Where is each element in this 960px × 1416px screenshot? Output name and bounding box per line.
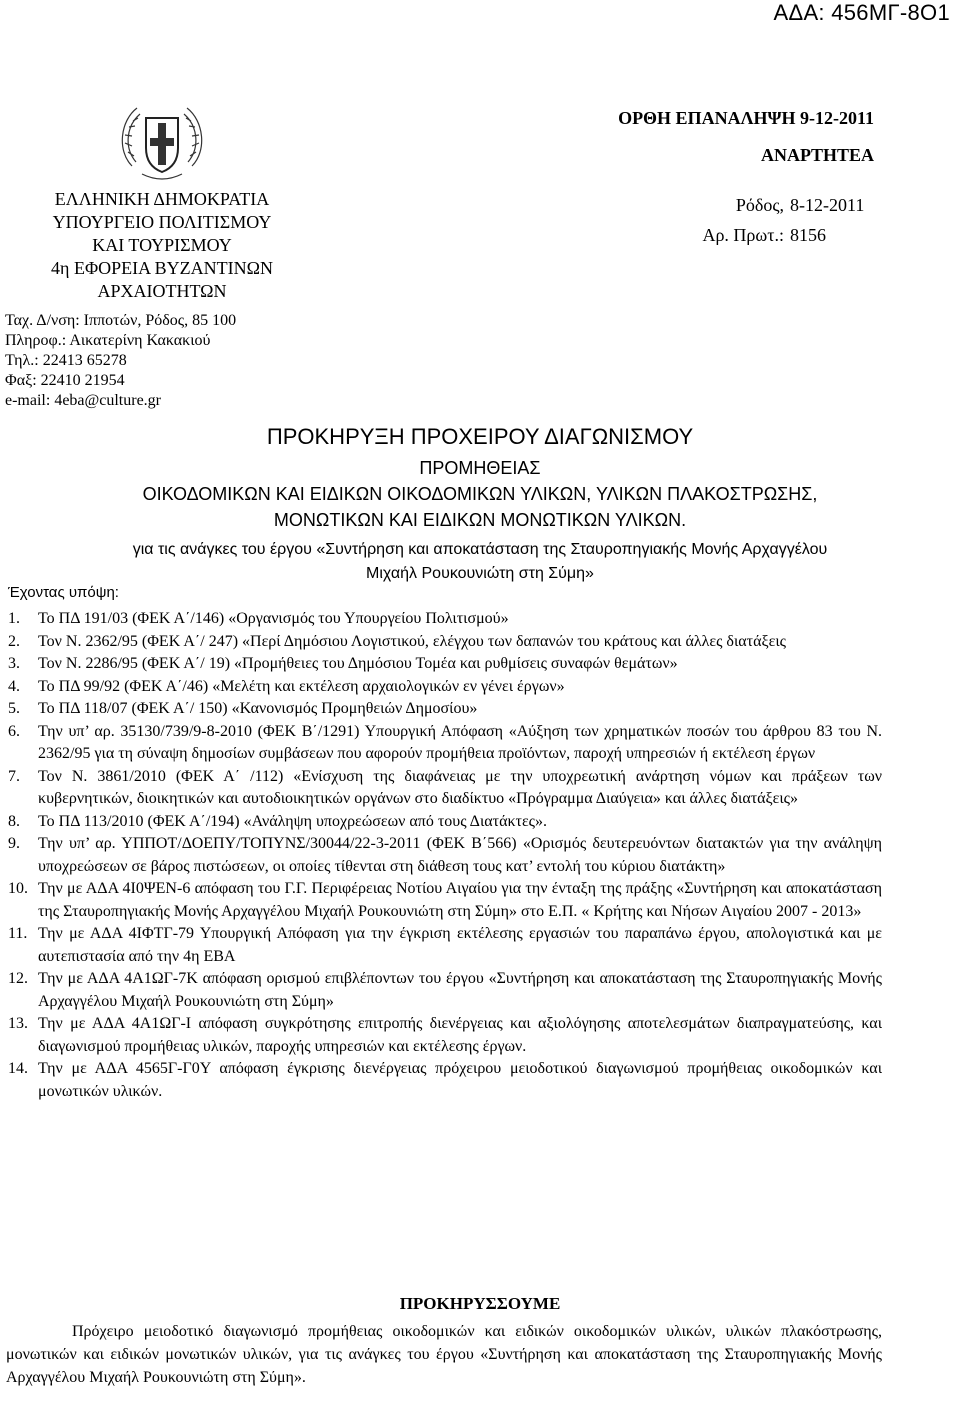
list-item <box>8 923 882 968</box>
purpose-line: για τις ανάγκες του έργου «Συντήρηση και αποκατάσταση της Σταυροπηγιακής Μονής Αρχαγγέλου <box>132 541 828 558</box>
document-status <box>618 100 874 174</box>
list-item <box>8 608 882 631</box>
correction-notice: ΟΡΘΗ ΕΠΑΝΑΛΗΨΗ 9-12-2011 <box>618 108 874 128</box>
item-text: Το ΠΔ 99/92 (ΦΕΚ Α΄/46) «Μελέτη και εκτέλεση αρχαιολογικών εν γένει έργων» <box>38 677 565 695</box>
place-label: Ρόδος, <box>735 195 784 215</box>
list-item <box>8 653 882 676</box>
contact-address: Ταχ. Δ/νση: Ιπποτών, Ρόδος, 85 100 <box>5 312 237 329</box>
greek-coat-of-arms-icon <box>112 96 212 186</box>
item-number: 5. <box>8 700 20 717</box>
list-item <box>8 1058 882 1103</box>
item-text: Το ΠΔ 113/2010 (ΦΕΚ Α΄/194) «Ανάληψη υποχρεώσεων από τους Διατάκτες». <box>38 812 548 830</box>
subtitle-line: ΟΙΚΟΔΟΜΙΚΩΝ ΚΑΙ ΕΙΔΙΚΩΝ ΟΙΚΟΔΟΜΙΚΩΝ ΥΛΙΚΩΝ, ΥΛΙΚΩΝ ΠΛΑΚΟΣΤΡΩΣΗΣ, <box>142 484 818 504</box>
list-item <box>8 766 882 811</box>
item-number: 4. <box>8 677 20 695</box>
list-item <box>8 811 882 834</box>
item-number: 13. <box>8 1015 28 1032</box>
item-number: 1. <box>8 610 20 627</box>
item-text: Το ΠΔ 191/03 (ΦΕΚ Α΄/146) «Οργανισμός του Υπουργείου Πολιτισμού» <box>38 610 509 627</box>
item-text: Την με ΑΔΑ 4Α1ΩΓ-7Κ απόφαση ορισμού επιβλέποντων του έργου «Συντήρηση και αποκατάσταση της Σταυροπηγιακής Μονής Αρχαγγέλου Μιχαήλ Ρουκουνιώτη στη Σύμη» <box>38 970 882 1010</box>
issuing-authority <box>0 188 324 303</box>
item-text: Την με ΑΔΑ 4565Γ-Γ0Υ απόφαση έγκρισης διενέργειας πρόχειρου μειοδοτικού διαγωνισμού προμήθειας οικοδομικών και μονωτικών υλικών. <box>38 1060 882 1100</box>
item-number: 8. <box>8 812 20 830</box>
reference-block <box>674 190 864 250</box>
org-line: ΑΡΧΑΙΟΤΗΤΩΝ <box>97 281 227 301</box>
protocol-number: 8156 <box>790 225 826 245</box>
item-number: 12. <box>8 970 28 987</box>
subtitle-line: ΜΟΝΩΤΙΚΩΝ ΚΑΙ ΕΙΔΙΚΩΝ ΜΟΝΩΤΙΚΩΝ ΥΛΙΚΩΝ. <box>273 510 687 530</box>
ada-code: ΑΔΑ: 456ΜΓ-8Ο1 <box>773 0 950 25</box>
item-text: Την υπ’ αρ. ΥΠΠΟΤ/ΔΟΕΠΥ/ΤΟΠΥΝΣ/30044/22-3-2011 (ΦΕΚ Β΄566) «Ορισμός δευτερευόντων διατακτών για την ανάληψη υποχρεώσεων σε βάρος πιστώσεων, οι οποίες τίθενται στη διάθεση τους κατ’ εντολή του κύριου διατάκτη» <box>38 835 882 875</box>
org-line: ΕΛΛΗΝΙΚΗ ΔΗΜΟΚΡΑΤΙΑ <box>54 189 270 209</box>
list-item <box>8 878 882 923</box>
item-number: 3. <box>8 655 20 672</box>
org-line: ΚΑΙ ΤΟΥΡΙΣΜΟΥ <box>92 235 232 255</box>
contact-email: e-mail: 4eba@culture.gr <box>5 392 161 409</box>
document-date: 8-12-2011 <box>790 195 865 215</box>
item-number: 14. <box>8 1060 28 1077</box>
document-title: ΠΡΟΚΗΡΥΞΗ ΠΡΟΧΕΙΡΟΥ ΔΙΑΓΩΝΙΣΜΟΥ <box>266 424 694 449</box>
purpose-line: Μιχαήλ Ρουκουνιώτη στη Σύμη» <box>366 565 594 582</box>
item-text: Τον Ν. 3861/2010 (ΦΕΚ Α΄ /112) «Ενίσχυση της διαφάνειας με την υποχρεωτική ανάρτηση νόμων και πράξεων των κυβερνητικών, διοικητικών και αυτοδιοικητικών οργάνων στο διαδίκτυο «Πρόγραμμα Διαύγεια» και άλλες διατάξεις» <box>38 767 882 807</box>
legal-basis-list <box>8 608 882 1103</box>
contact-details <box>5 311 236 411</box>
contact-phone: Τηλ.: 22413 65278 <box>5 352 127 369</box>
item-text: Την υπ’ αρ. 35130/739/9-8-2010 (ΦΕΚ Β΄/1291) Υπουργική Απόφαση «Αύξηση των χρηματικών ποσών του άρθρου 83 του Ν. 2362/95 για τη σύναψη δημοσίων συμβάσεων που αφορούν προμήθεια προϊόντων, παροχή υπηρεσιών ή εκτέλεση έργων <box>38 722 882 762</box>
subtitle-line: ΠΡΟΜΗΘΕΙΑΣ <box>419 458 541 478</box>
item-text: Τον Ν. 2286/95 (ΦΕΚ Α΄/ 19) «Προμήθειες του Δημόσιου Τομέα και ρυθμίσεις συναφών θεμάτων» <box>38 655 678 672</box>
list-item <box>8 676 882 699</box>
list-item <box>8 721 882 766</box>
list-item <box>8 1013 882 1058</box>
item-number: 7. <box>8 767 20 785</box>
proclamation-heading: ΠΡΟΚΗΡΥΣΣΟΥΜΕ <box>399 1294 561 1313</box>
item-number: 9. <box>8 835 20 852</box>
org-line: 4η ΕΦΟΡΕΙΑ ΒΥΖΑΝΤΙΝΩΝ <box>51 258 273 278</box>
item-text: Την με ΑΔΑ 4Α1ΩΓ-Ι απόφαση συγκρότησης επιτροπής διενέργειας και αξιολόγησης αποτελεσμάτων διαπραγματεύσης, και διαγωνισμού προμήθειας υλικών, παροχής υπηρεσιών και εκτέλεσης έργων. <box>38 1015 882 1055</box>
considering-heading: Έχοντας υπόψη: <box>8 584 119 601</box>
item-text: Την με ΑΔΑ 4Ι0ΨΕΝ-6 απόφαση του Γ.Γ. Περιφέρειας Νοτίου Αιγαίου για την ένταξη της πράξης «Συντήρηση και αποκατάσταση της Σταυροπηγιακής Μονής Αρχαγγέλου Μιχαήλ Ρουκουνιώτη στη Σύμη» στο Ε.Π. « Κρήτης και Νήσων Αιγαίου 2007 - 2013» <box>38 880 882 920</box>
item-number: 6. <box>8 722 20 740</box>
posting-notice: ΑΝΑΡΤΗΤΕΑ <box>760 145 874 165</box>
item-text: Το ΠΔ 118/07 (ΦΕΚ Α΄/ 150) «Κανονισμός Προμηθειών Δημοσίου» <box>38 700 478 717</box>
item-number: 10. <box>8 880 28 897</box>
list-item <box>8 631 882 654</box>
list-item <box>8 968 882 1013</box>
item-number: 11. <box>8 925 28 942</box>
org-line: ΥΠΟΥΡΓΕΙΟ ΠΟΛΙΤΙΣΜΟΥ <box>52 212 272 232</box>
list-item <box>8 833 882 878</box>
proclamation-text: Πρόχειρο μειοδοτικό διαγωνισμό προμήθειας οικοδομικών και ειδικών οικοδομικών υλικών, υλικών πλακόστρωσης, μονωτικών και ειδικών μονωτικών υλικών, για τις ανάγκες του έργου «Συντήρηση και αποκατάσταση της Σταυροπηγιακής Μονής Αρχαγγέλου Μιχαήλ Ρουκουνιώτη στη Σύμη». <box>6 1323 882 1386</box>
contact-person: Πληροφ.: Αικατερίνη Κακακιού <box>5 332 211 349</box>
item-number: 2. <box>8 632 20 650</box>
contact-fax: Φαξ: 22410 21954 <box>5 372 125 389</box>
purpose <box>0 538 960 586</box>
list-item <box>8 698 882 721</box>
protocol-label: Αρ. Πρωτ.: <box>702 225 784 245</box>
item-text: Την με ΑΔΑ 4ΙΦΤΓ-79 Υπουργική Απόφαση για την έγκριση εκτέλεσης εργασιών του παραπάνω έργου, απολογιστικά και με αυτεπιστασία από την 4η ΕΒΑ <box>38 925 882 965</box>
item-text: Τον Ν. 2362/95 (ΦΕΚ Α΄/ 247) «Περί Δημόσιου Λογιστικού, ελέγχου των δαπανών του κράτους και άλλες διατάξεις <box>38 632 786 650</box>
